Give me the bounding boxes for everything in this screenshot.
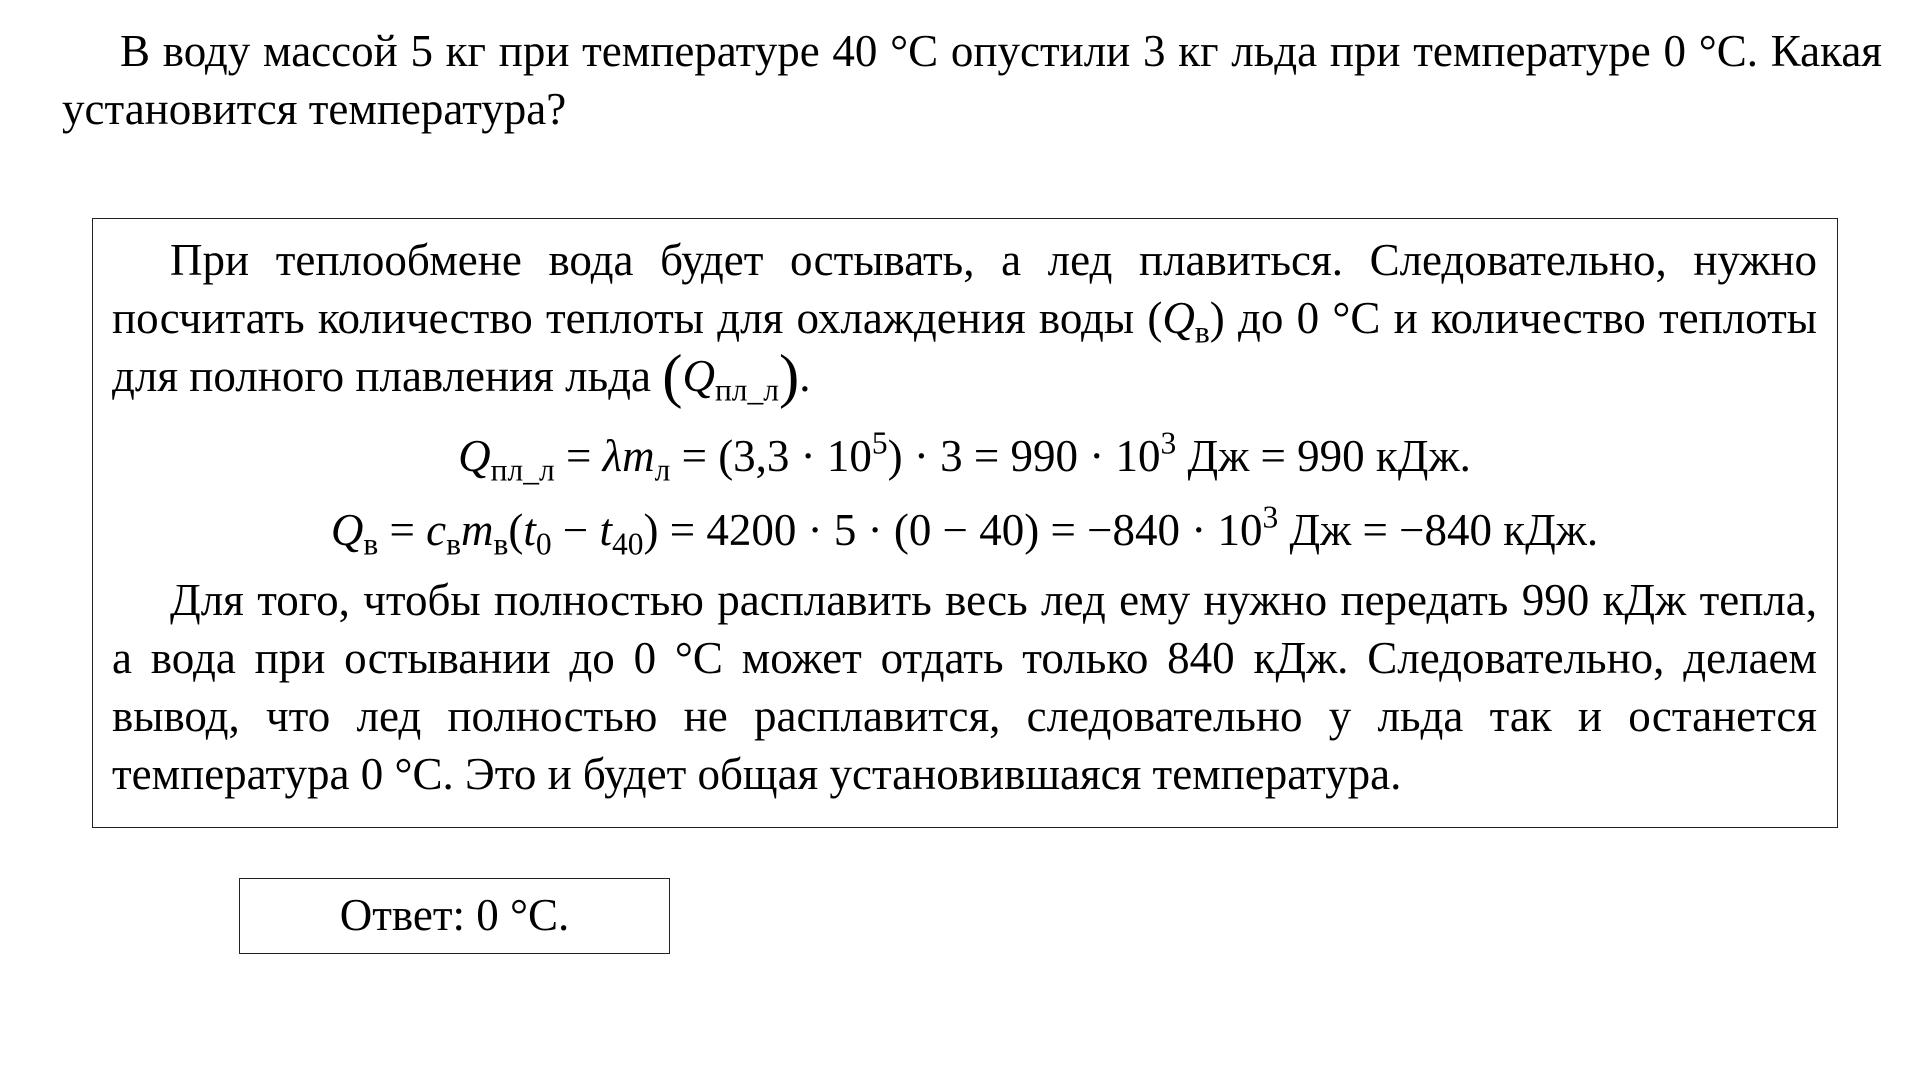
answer-box: Ответ: 0 °С. bbox=[239, 878, 670, 954]
f1-m-symbol: m bbox=[622, 431, 655, 481]
f1-exponent-1: 5 bbox=[871, 425, 888, 461]
solution-box bbox=[92, 218, 1838, 828]
f2-t0-subscript: 0 bbox=[535, 526, 552, 562]
f2-t0-symbol: t bbox=[523, 505, 536, 555]
f2-part-2: Дж = −840 кДж. bbox=[1278, 505, 1599, 555]
q-water-term: $(Q_в)$ bbox=[1147, 293, 1225, 350]
f1-lhs-subscript: пл_л bbox=[490, 452, 555, 488]
f1-lambda: λ bbox=[602, 431, 623, 481]
solution-paragraph-conclusion: Для того, чтобы полностью расплавить весь лед ему нужно передать 990 кДж тепла, а вода при остывании до 0 °С может отдать только 840 кДж. Следовательно, делаем вывод, что лед полностью не расплавится, следовательно у льда так и останется температура 0 °С. Это и будет общая установившаяся температура. bbox=[112, 575, 1817, 799]
formula-melting-heat: $Q_{пл\_л} = \lambda m_л = (3,3 \cdot 10^5) \cdot 3 = 990 \cdot 10^3$ Дж = 990 кДж. bbox=[458, 425, 1471, 488]
q-melt-term: $(Q_{пл\_л})$ bbox=[662, 342, 800, 410]
intro-text-c: . bbox=[799, 351, 811, 401]
f2-m-subscript: в bbox=[493, 526, 509, 562]
intro-text-b: до 0 °С и количество теплоты для полного плавления льда bbox=[112, 293, 1817, 401]
f2-exponent-1: 3 bbox=[1262, 499, 1279, 535]
f1-part-1: = (3,3 · 10 bbox=[670, 431, 872, 481]
f1-exponent-2: 3 bbox=[1160, 425, 1177, 461]
q-melt-subscript: пл_л bbox=[714, 372, 779, 408]
f2-lhs-symbol: Q bbox=[330, 505, 364, 555]
f2-part-1: ) = 4200 · 5 · (0 − 40) = −840 · 10 bbox=[643, 505, 1263, 555]
f1-lhs-symbol: Q bbox=[458, 431, 491, 481]
q-water-subscript: в bbox=[1194, 314, 1210, 350]
problem-statement: В воду массой 5 кг при температуре 40 °С опустили 3 кг льда при температуре 0 °С. Какая установится температура? bbox=[62, 26, 1882, 134]
solution-paragraph-intro bbox=[112, 231, 1817, 410]
f2-m-symbol: m bbox=[460, 505, 494, 555]
f1-part-3: Дж = 990 кДж. bbox=[1176, 431, 1471, 481]
f1-part-2: ) · 3 = 990 · 10 bbox=[887, 431, 1161, 481]
q-water-symbol: Q bbox=[1162, 293, 1195, 343]
f2-c-symbol: c bbox=[426, 505, 447, 555]
f2-t40-subscript: 40 bbox=[612, 526, 644, 562]
f2-c-subscript: в bbox=[446, 526, 461, 562]
f2-lhs-subscript: в bbox=[363, 526, 379, 562]
intro-text-a: При теплообмене вода будет остывать, а лед плавиться. Следовательно, нужно посчитать количество теплоты для охлаждения воды bbox=[112, 235, 1817, 343]
f1-m-subscript: л bbox=[654, 452, 671, 488]
formula-cooling-heat: $Q_в = c_вm_в(t_0 - t_{40}) = 4200 \cdot 5 \cdot (0 - 40) = -840 \cdot 10^3$ Дж = −840 кДж. bbox=[330, 499, 1599, 562]
q-melt-symbol: Q bbox=[682, 351, 715, 401]
f2-t40-symbol: t bbox=[599, 505, 613, 555]
